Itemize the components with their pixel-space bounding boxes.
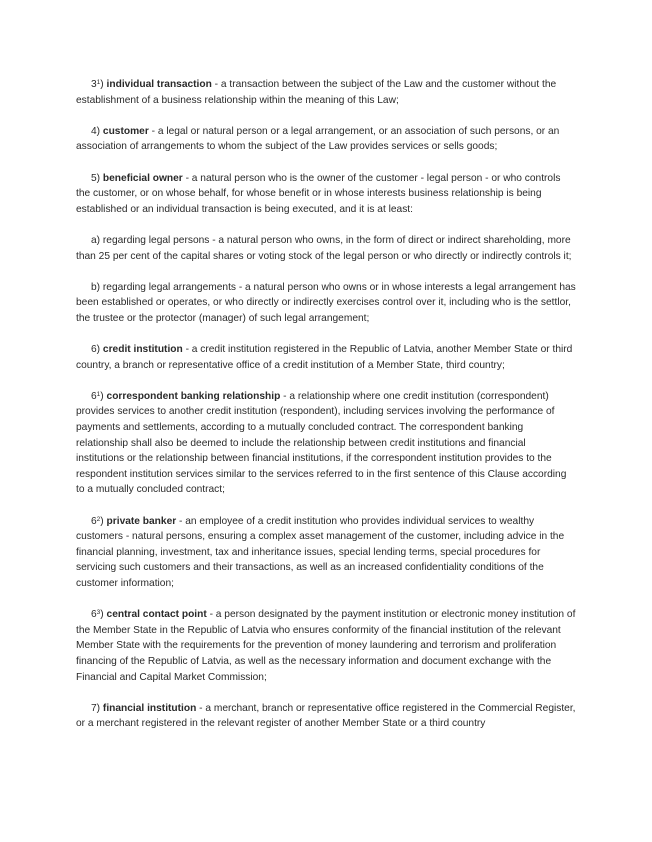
clause-6-1 (76, 389, 576, 498)
clause-superscript: 2 (96, 515, 101, 523)
defined-term: credit institution (102, 344, 183, 356)
clause-text: - a merchant, branch or representative office registered in the Commercial Register, or a merchant registered in the relevant register of another Member State or a third country (76, 702, 576, 730)
clause-number-suffix: ) (100, 79, 104, 90)
clause-number-suffix: ) (100, 515, 104, 527)
clause-number-suffix: ) (96, 172, 101, 184)
clause-4 (76, 124, 576, 155)
clause-7 (76, 701, 576, 732)
clause-number: 3 (91, 79, 97, 90)
clause-number-suffix: ) (96, 125, 101, 137)
clause-number: 7 (91, 702, 97, 714)
clause-text: regarding legal persons - a natural person who owns, in the form of direct or indirect shareholding, more than 25 per cent of the capital shares or voting stock of the legal person or who directly or indirectly controls it; (76, 234, 572, 262)
clause-text: - an employee of a credit institution who provides individual services to wealthy customers - natural persons, ensuring a complex asset management of the customer, including advice in the financial planning, investment, tax and inheritance issues, special lending terms, special procedures for servicing such customers and their transactions, as well as an increased confidentiality conditions of the customer information; (76, 515, 565, 589)
clause-number: b (91, 281, 97, 293)
clause-5 (76, 171, 576, 218)
document-page (76, 77, 576, 748)
defined-term: central contact point (106, 609, 207, 621)
clause-number-suffix: ) (96, 281, 101, 293)
clause-text: - a person designated by the payment institution or electronic money institution of the Member State in the Republic of Latvia who ensures conformity of the financial institution of the relevant Member State with the requirements for the prevention of money laundering and terrorism and proliferation financing of the Republic of Latvia, as well as the necessary information and document exchange with the Financial and Capital Market Commission; (76, 609, 576, 683)
clause-text: regarding legal arrangements - a natural person who owns or in whose interests a legal arrangement has been established or operates, or who directly or indirectly exercises control over it, including who is the settlor, the trustee or the protector (manager) of such legal arrangement; (76, 281, 576, 324)
clause-5-b (76, 280, 576, 327)
clause-6 (76, 342, 576, 373)
clause-text: - a natural person who is the owner of the customer - legal person - or who controls the customer, or on whose behalf, for whose benefit or in whose interests business relationship is being established or an individual transaction is being executed, and it is at least: (76, 172, 561, 215)
clause-number-suffix: ) (96, 234, 101, 246)
clause-number: 5 (91, 172, 97, 184)
clause-text: - a credit institution registered in the Republic of Latvia, another Member State or third country, a branch or representative office of a credit institution of a Member State, third country; (76, 344, 573, 371)
clause-superscript: 1 (96, 79, 101, 86)
clause-text: - a relationship where one credit institution (correspondent) provides services to another credit institution (respondent), including services involving the performance of payments and settlements, according to a mutually concluded contract. The correspondent banking relationship shall also be deemed to include the relationship between credit institutions and financial institutions or the relationship between financial institutions, if the correspondent institution provides to the respondent institution services similar to the services referred to in the first sentence of this Clause according to a mutually concluded contract; (76, 390, 567, 496)
clause-number: 6 (91, 344, 97, 356)
defined-term: financial institution (102, 702, 197, 714)
clause-superscript: 3 (96, 609, 101, 617)
defined-term: correspondent banking relationship (106, 390, 281, 402)
clause-text: - a transaction between the subject of the Law and the customer without the establishment of a business relationship within the meaning of this Law; (76, 79, 557, 106)
defined-term: individual transaction (106, 79, 212, 90)
clause-number-suffix: ) (100, 390, 104, 402)
clause-number-suffix: ) (96, 344, 101, 356)
defined-term: private banker (106, 515, 177, 527)
clause-number: 6 (91, 390, 97, 402)
clause-6-3 (76, 607, 576, 685)
clause-number: a (91, 234, 97, 246)
clause-number: 6 (91, 609, 97, 621)
clause-number-suffix: ) (96, 702, 101, 714)
clause-text: - a legal or natural person or a legal arrangement, or an association of such persons, or an association of arrangements to whom the subject of the Law provides services or sells goods; (76, 125, 560, 153)
clause-6-2 (76, 514, 576, 592)
clause-number-suffix: ) (100, 609, 104, 621)
clause-5-a (76, 233, 576, 264)
clause-3-1 (76, 77, 576, 108)
defined-term: customer (102, 125, 149, 137)
defined-term: beneficial owner (102, 172, 183, 184)
clause-number: 4 (91, 125, 97, 137)
clause-superscript: 1 (96, 390, 101, 398)
clause-number: 6 (91, 515, 97, 527)
